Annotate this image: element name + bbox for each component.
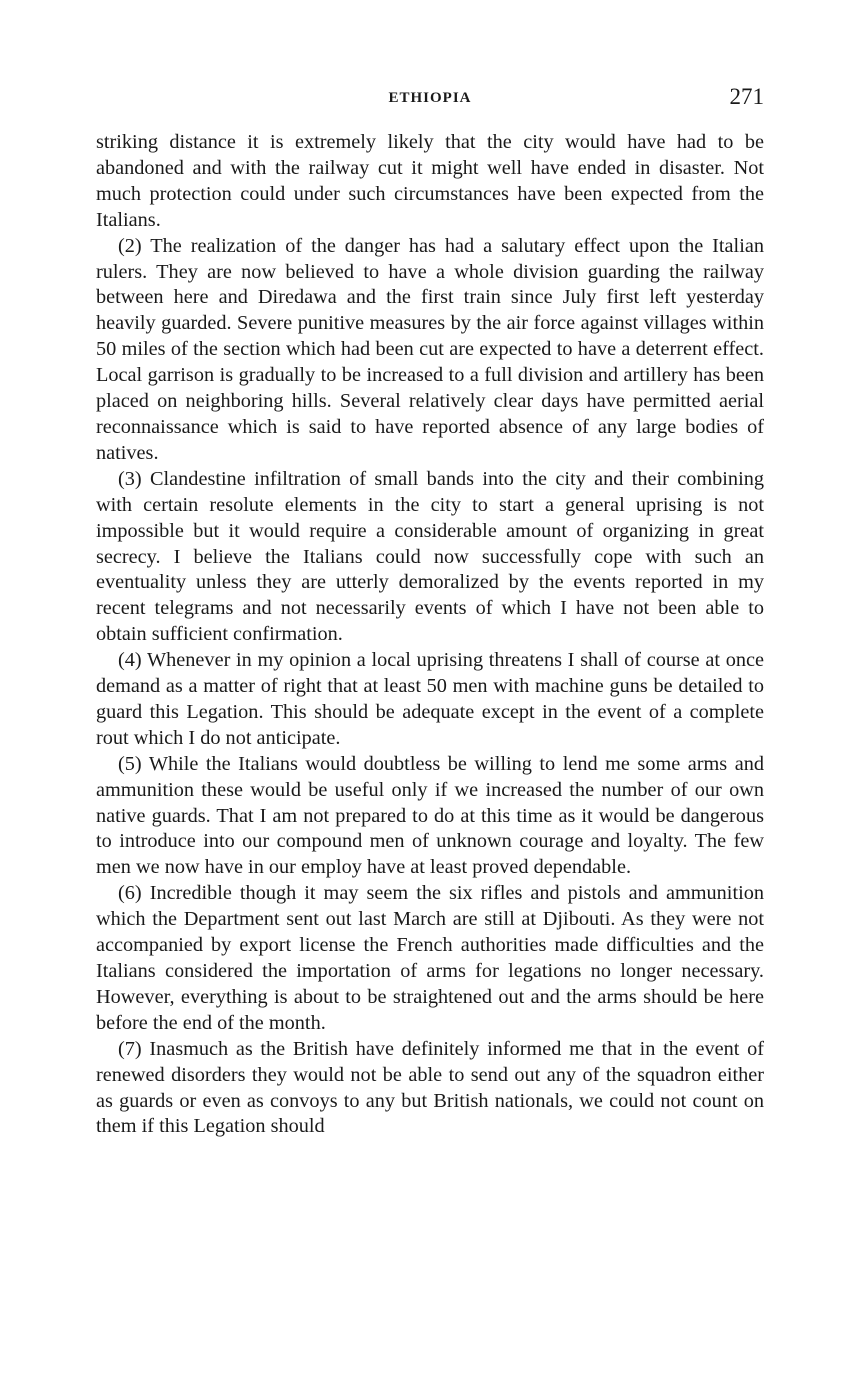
running-head-title: ETHIOPIA xyxy=(388,90,472,106)
paragraph-6 xyxy=(96,881,764,1036)
body-text xyxy=(96,130,764,1140)
paragraph-text: The realization of the danger has had a salutary effect upon the Italian rulers. They are now believed to have a whole division guarding the railway between here and Diredawa and the first train since July first left yesterday heavily guarded. Severe punitive measures by the air force against villages within 50 miles of the section which had been cut are expected to have a deterrent effect. Local garrison is gradually to be increased to a full division and artillery has been placed on neighboring hills. Several relatively clear days have permitted aerial reconnaissance which is said to have reported absence of any large bodies of natives. xyxy=(96,234,764,464)
paragraph-3 xyxy=(96,467,764,648)
paragraph-4 xyxy=(96,648,764,752)
paragraph-text: Whenever in my opinion a local uprising threatens I shall of course at once demand as a matter of right that at least 50 men with machine guns be detailed to guard this Legation. This should be adequate except in the event of a complete rout which I do not anticipate. xyxy=(96,649,764,749)
paragraph-number: (5) xyxy=(118,752,142,775)
paragraph-5 xyxy=(96,752,764,882)
paragraph-2 xyxy=(96,234,764,467)
paragraph-text: While the Italians would doubtless be willing to lend me some arms and ammunition these would be useful only if we increased the number of our own native guards. That I am not prepared to do at this time as it would be dangerous to introduce into our compound men of unknown courage and loyalty. The few men we now have in our employ have at least proved dependable. xyxy=(96,752,764,879)
paragraph-continuation xyxy=(96,130,764,234)
paragraph-text: Incredible though it may seem the six rifles and pistols and ammunition which the Department sent out last March are still at Djibouti. As they were not accompanied by export license the French authorities made difficulties and the Italians considered the importation of arms for legations no longer necessary. However, everything is about to be straightened out and the arms should be here before the end of the month. xyxy=(96,882,764,1034)
paragraph-number: (7) xyxy=(118,1037,142,1060)
page-number: 271 xyxy=(729,84,764,109)
paragraph-number: (3) xyxy=(118,467,142,490)
paragraph-number: (2) xyxy=(118,234,142,257)
running-head xyxy=(96,84,764,116)
paragraph-number: (6) xyxy=(118,882,142,905)
paragraph-text: striking distance it is extremely likely that the city would have had to be abandoned and with the railway cut it might well have ended in disaster. Not much protection could under such circumstances have been expected from the Italians. xyxy=(96,131,764,231)
paragraph-number: (4) xyxy=(118,649,142,672)
paragraph-7 xyxy=(96,1037,764,1141)
paragraph-text: Inasmuch as the British have definitely informed me that in the event of renewed disorders they would not be able to send out any of the squadron either as guards or even as convoys to any but British nationals, we could not count on them if this Legation should xyxy=(96,1037,764,1138)
paragraph-text: Clandestine infiltration of small bands into the city and their combining with certain resolute elements in the city to start a general uprising is not impossible but it would require a considerable amount of organizing in great secrecy. I believe the Italians could now successfully cope with such an eventuality unless they are utterly demoralized by the events reported in my recent telegrams and not necessarily events of which I have not been able to obtain sufficient confirmation. xyxy=(96,467,764,646)
